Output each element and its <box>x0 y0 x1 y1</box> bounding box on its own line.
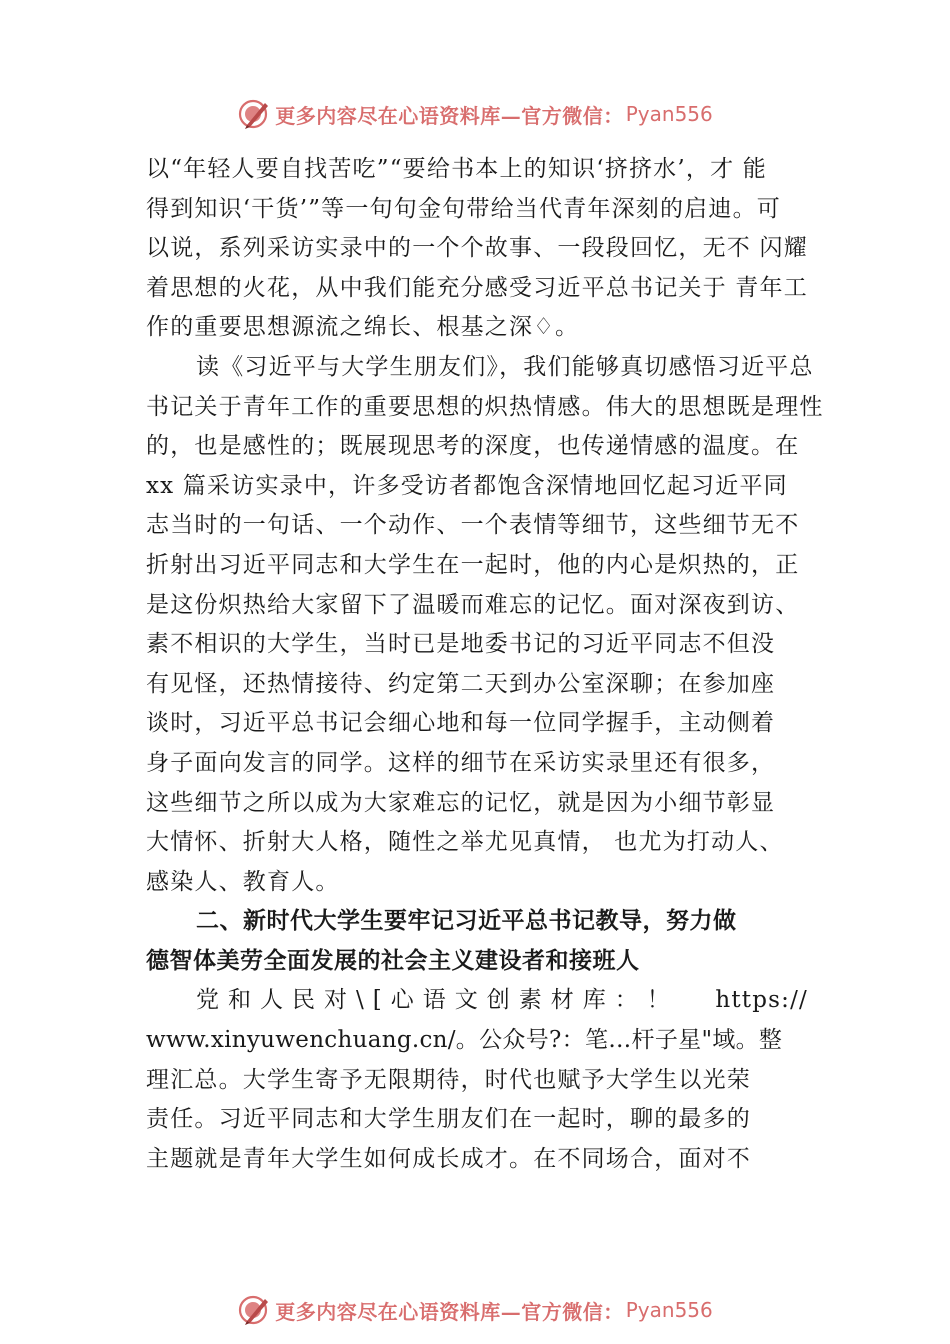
text-line: 作的重要思想源流之绵长、根基之深♢。 <box>146 314 580 341</box>
text-line: 身子面向发言的同学。这样的细节在采访实录里还有很多， <box>146 749 776 776</box>
url-fragment: https:// <box>715 987 808 1014</box>
banner-text: 更多内容尽在心语资料库—官方微信： <box>275 1299 624 1324</box>
banner-wechat-id: Pyan556 <box>625 102 713 126</box>
section-heading <box>146 902 846 981</box>
paragraph-1 <box>146 150 846 348</box>
header-banner <box>0 94 950 134</box>
paragraph-3 <box>146 981 846 1179</box>
pen-logo-icon <box>237 1293 271 1327</box>
text-line: 谈时，习近平总书记会细心地和每一位同学握手，主动侧着 <box>146 710 776 737</box>
text-line: 的，也是感性的；既展现思考的深度，也传递情感的温度。在 <box>146 433 800 460</box>
text-line: 这些细节之所以成为大家难忘的记忆，就是因为小细节彰显 <box>146 789 776 816</box>
heading-line: 德智体美劳全面发展的社会主义建设者和接班人 <box>146 947 640 974</box>
banner-wechat-id: Pyan556 <box>625 1298 713 1322</box>
text-line: 书记关于青年工作的重要思想的炽热情感。伟大的思想既是理性 <box>146 393 824 420</box>
footer-banner <box>0 1290 950 1330</box>
text-line: 是这份炽热给大家留下了温暖而难忘的记忆。面对深夜到访、 <box>146 591 800 618</box>
text-line: 感染人、教育人。 <box>146 868 340 895</box>
text-line: 有见怪，还热情接待、约定第二天到办公室深聊；在参加座 <box>146 670 776 697</box>
text-line: 读《习近平与大学生朋友们》，我们能够真切感悟习近平总 <box>196 353 814 380</box>
spread-text: 党和人民对\[心语文创素材库：！ <box>196 987 679 1014</box>
text-line: 以说，系列采访实录中的一个个故事、一段段回忆，无不 闪耀 <box>146 235 808 262</box>
text-line: www.xinyuwenchuang.cn/。公众号?：笔…杆子星"域。整 <box>146 1027 783 1054</box>
text-line: 大情怀、折射大人格，随性之举尤见真情， 也尤为打动人、 <box>146 829 784 856</box>
banner-text: 更多内容尽在心语资料库—官方微信： <box>275 103 624 128</box>
text-line: 责任。习近平同志和大学生朋友们在一起时，聊的最多的 <box>146 1106 751 1133</box>
paragraph-2 <box>146 348 846 902</box>
text-line: 着思想的火花，从中我们能充分感受习近平总书记关于 青年工 <box>146 274 808 301</box>
document-body <box>146 150 846 1179</box>
text-line: 折射出习近平同志和大学生在一起时，他的内心是炽热的，正 <box>146 551 800 578</box>
text-line: 理汇总。大学生寄予无限期待，时代也赋予大学生以光荣 <box>146 1066 751 1093</box>
text-line: 主题就是青年大学生如何成长成才。在不同场合，面对不 <box>146 1145 751 1172</box>
pen-logo-icon <box>237 97 271 131</box>
text-line: 素不相识的大学生，当时已是地委书记的习近平同志不但没 <box>146 631 776 658</box>
heading-line: 二、新时代大学生要牢记习近平总书记教导，努力做 <box>196 908 737 935</box>
text-line: 得到知识‘干货’”等一句句金句带给当代青年深刻的启迪。可 <box>146 195 781 222</box>
text-line <box>146 981 808 1021</box>
text-line: 志当时的一句话、一个动作、一个表情等细节，这些细节无不 <box>146 512 800 539</box>
text-line: 以“年轻人要自找苦吃”“要给书本上的知识‘挤挤水’，才 能 <box>146 156 768 182</box>
text-line: xx 篇采访实录中，许多受访者都饱含深情地回忆起习近平同 <box>146 472 788 499</box>
